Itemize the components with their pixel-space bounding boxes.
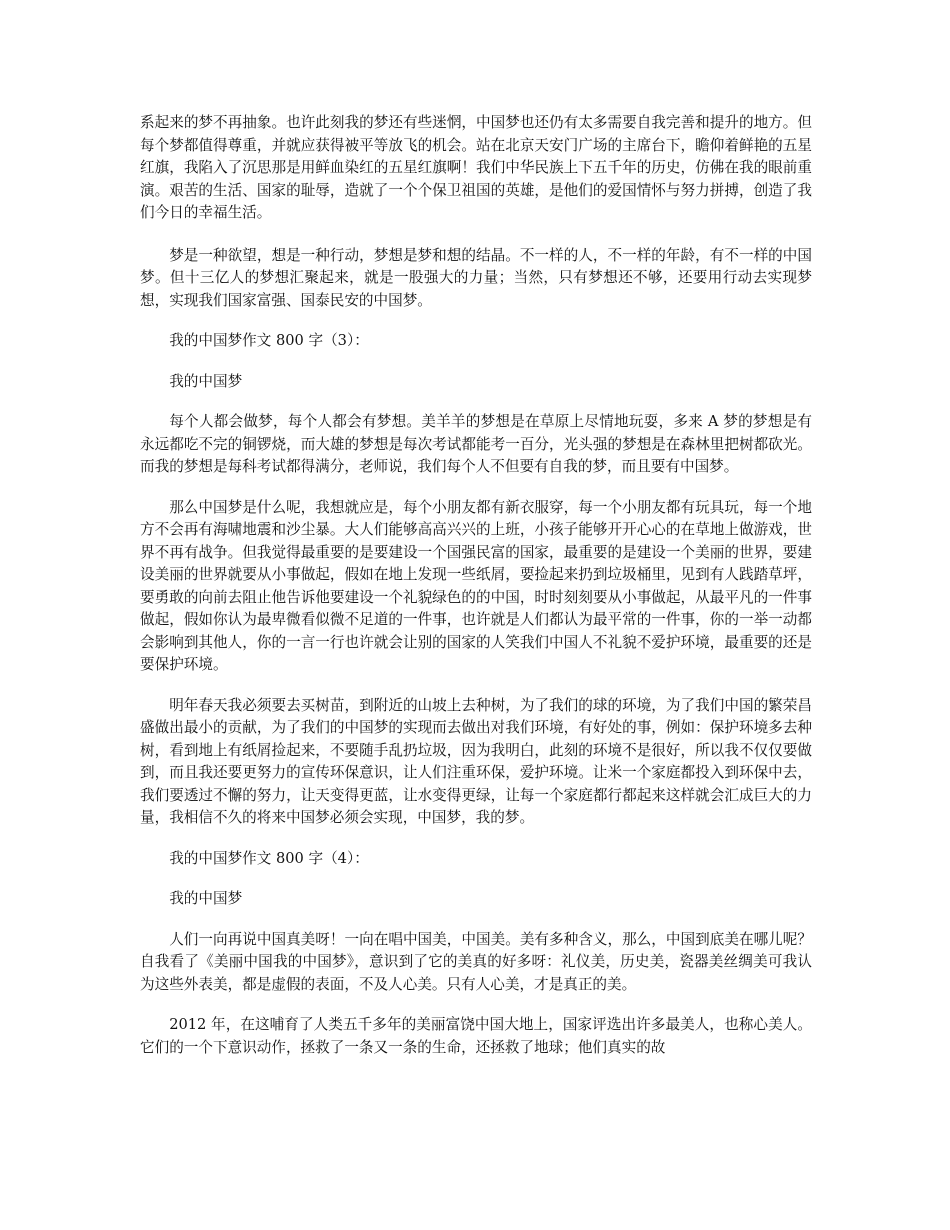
essay-heading-3: 我的中国梦作文 800 字（3）：	[169, 332, 369, 349]
paragraph-continued: 系起来的梦不再抽象。也许此刻我的梦还有些迷惘，中国梦也还仍有太多需要自我完善和提升的地方。但每个梦都值得尊重，并就应获得被平等放飞的机会。站在北京天安门广场的主席台下，瞻仰着鲜艳的五星红旗，我陷入了沉思那是用鲜血染红的五星红旗啊！我们中华民族上下五千年的历史，仿佛在我的眼前重演。艰苦的生活、国家的耻辱，造就了一个个保卫祖国的英雄，是他们的爱国情怀与努力拼搏，创造了我们今日的幸福生活。	[140, 114, 812, 221]
paragraph-plant-trees: 明年春天我必须要去买树苗，到附近的山坡上去种树，为了我们的球的环境，为了我们中国的繁荣昌盛做出最小的贡献，为了我们的中国梦的实现而去做出对我们环境，有好处的事，例如：保护环境多去种树，看到地上有纸屑捡起来，不要随手乱扔垃圾，因为我明白，此刻的环境不是很好，所以我不仅仅要做到，而且我还要更努力的宣传环保意识，让人们注重环保，爱护环境。让米一个家庭都投入到环保中去，我们要透过不懈的努力，让天变得更蓝，让水变得更绿，让每一个家庭都行都起来这样就会汇成巨大的力量，我相信不久的将来中国梦必须会实现，中国梦，我的梦。	[140, 696, 812, 826]
paragraph-dream-definition: 梦是一种欲望，想是一种行动，梦想是梦和想的结晶。不一样的人，不一样的年龄，有不一样的中国梦。但十三亿人的梦想汇聚起来，就是一股强大的力量；当然，只有梦想还不够，还要用行动去实现梦想，实现我们国家富强、国泰民安的中国梦。	[140, 246, 812, 309]
essay-heading-4: 我的中国梦作文 800 字（4）：	[169, 849, 369, 867]
paragraph-what-is-china-dream: 那么中国梦是什么呢，我想就应是，每个小朋友都有新衣服穿，每一个小朋友都有玩具玩，每一个地方不会再有海啸地震和沙尘暴。大人们能够高高兴兴的上班，小孩子能够开开心心的在草地上做游戏，世界不再有战争。但我觉得最重要的是要建设一个国强民富的国家，最重要的是建设一个美丽的世界，要建设美丽的世界就要从小事做起，假如在地上发现一些纸屑，要捡起来扔到垃圾桶里，见到有人践踏草坪，要勇敢的向前去阻止他告诉他要建设一个礼貌绿色的的中国，时时刻刻要从小事做起，从最平凡的一件事做起，假如你认为最卑微看似微不足道的一件事，也许就是人们都认为最平常的一件事，你的一举一动都会影响到其他人，你的一言一行也许就会让别的国家的人笑我们中国人不礼貌不爱护环境，最重要的还是要保护环境。	[140, 498, 812, 673]
paragraph-everyone-dreams: 每个人都会做梦，每个人都会有梦想。美羊羊的梦想是在草原上尽情地玩耍，多来 A 梦的梦想是有永远都吃不完的铜锣烧，而大雄的梦想是每次考试都能考一百分，光头强的梦想是在森林里把树都砍光。而我的梦想是每科考试都得满分，老师说，我们每个人不但要有自我的梦，而且要有中国梦。	[140, 413, 812, 475]
paragraph-china-beauty: 人们一向再说中国真美呀！一向在唱中国美，中国美。美有多种含义，那么，中国到底美在哪儿呢？自我看了《美丽中国我的中国梦》，意识到了它的美真的好多呀：礼仪美，历史美，瓷器美丝绸美可我认为这些外表美，都是虚假的表面，不及人心美。只有人心美，才是真正的美。	[140, 930, 812, 993]
essay-title-3: 我的中国梦	[169, 372, 243, 390]
essay-title-4: 我的中国梦	[169, 890, 243, 907]
paragraph-2012: 2012 年，在这哺育了人类五千多年的美丽富饶中国大地上，国家评选出许多最美人，也称心美人。它们的一个下意识动作，拯救了一条又一条的生命，还拯救了地球；他们真实的故	[140, 1016, 812, 1056]
document-page	[140, 112, 812, 1077]
